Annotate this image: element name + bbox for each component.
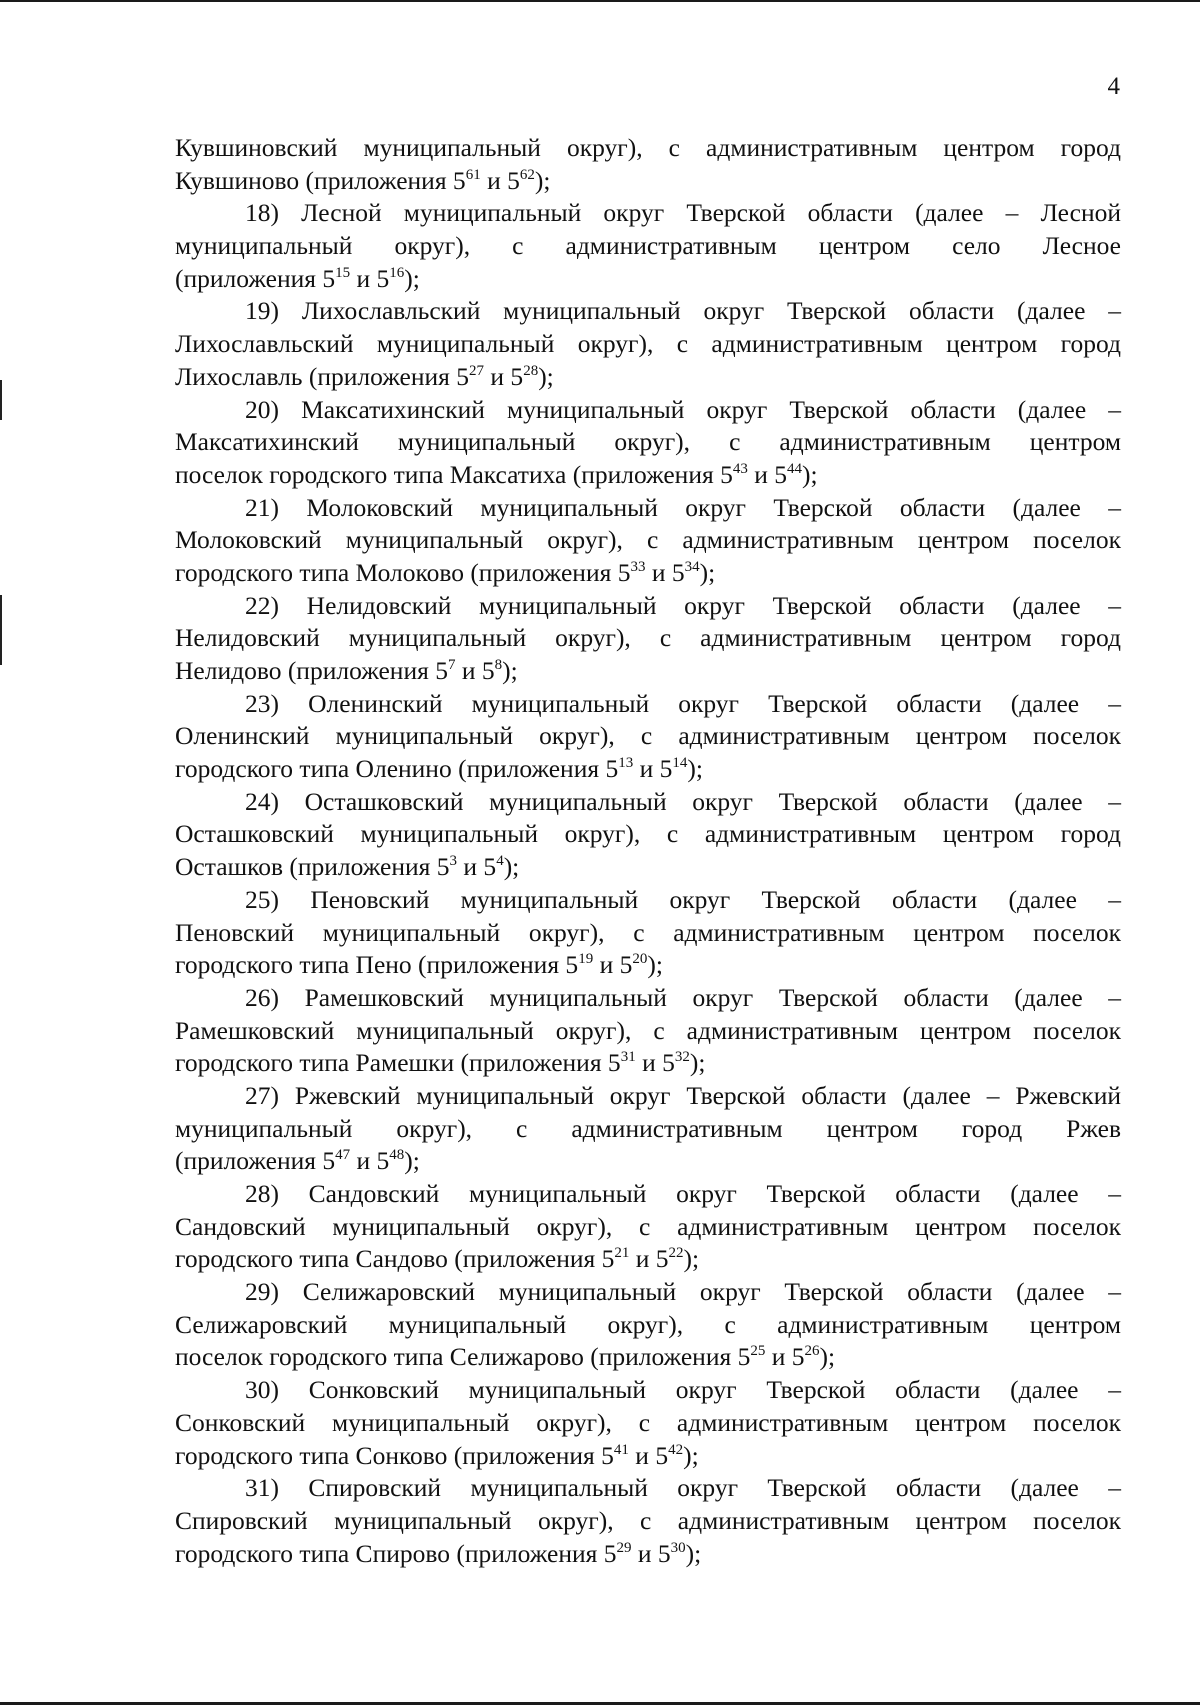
text-line: 27) Ржевский муниципальный округ Тверской области (далее – Ржевский xyxy=(245,1080,1121,1110)
text-line: городского типа Оленино (приложения $5^{13}$ и $5^{14}$); xyxy=(175,754,703,784)
text-line: Нелидово (приложения $5^7$ и $5^8$); xyxy=(175,656,518,685)
text-line: городского типа Пено (приложения $5^{19}$ и $5^{20}$); xyxy=(175,950,663,980)
text-line: Лихославль (приложения $5^{27}$ и $5^{28}$); xyxy=(175,361,554,391)
page-number: 4 xyxy=(1107,73,1120,100)
text-line: Пеновский муниципальный округ), с административным центром поселок xyxy=(175,917,1121,947)
text-line: Нелидовский муниципальный округ), с административным центром город xyxy=(175,623,1121,653)
text-line: 22) Нелидовский муниципальный округ Тверской области (далее – xyxy=(245,590,1121,620)
text-line: Молоковский муниципальный округ), с административным центром поселок xyxy=(175,525,1121,555)
text-line: городского типа Молоково (приложения $5^{33}$ и $5^{34}$); xyxy=(175,557,716,587)
text-line: Максатихинский муниципальный округ), с административным центром xyxy=(175,427,1121,457)
text-line: Сонковский муниципальный округ), с административным центром поселок xyxy=(175,1407,1121,1437)
text-line: поселок городского типа Селижарово (приложения $5^{25}$ и $5^{26}$); xyxy=(175,1342,836,1372)
text-line: 29) Селижаровский муниципальный округ Тверской области (далее – xyxy=(245,1277,1121,1307)
document-body xyxy=(175,132,1121,1570)
text-line: Рамешковский муниципальный округ), с административным центром поселок xyxy=(175,1015,1121,1045)
text-line: муниципальный округ), с административным центром город Ржев xyxy=(175,1113,1121,1143)
text-line: Селижаровский муниципальный округ), с административным центром xyxy=(175,1309,1121,1339)
text-line: 31) Спировский муниципальный округ Тверской области (далее – xyxy=(245,1473,1121,1503)
text-line: Сандовский муниципальный округ), с административным центром поселок xyxy=(175,1211,1121,1241)
text-line: муниципальный округ), с административным центром село Лесное xyxy=(175,231,1121,261)
text-line: 19) Лихославльский муниципальный округ Тверской области (далее – xyxy=(245,296,1121,326)
text-line: городского типа Рамешки (приложения $5^{31}$ и $5^{32}$); xyxy=(175,1048,706,1078)
text-line: (приложения $5^{15}$ и $5^{16}$); xyxy=(175,263,420,293)
text-line: (приложения $5^{47}$ и $5^{48}$); xyxy=(175,1146,420,1176)
text-line: Кувшиново (приложения $5^{61}$ и $5^{62}$); xyxy=(175,165,551,195)
text-line: 20) Максатихинский муниципальный округ Тверской области (далее – xyxy=(245,394,1121,424)
text-line: 18) Лесной муниципальный округ Тверской области (далее – Лесной xyxy=(245,198,1121,228)
top-edge-line xyxy=(0,0,1200,2)
text-line: Спировский муниципальный округ), с административным центром поселок xyxy=(175,1505,1121,1535)
text-line: городского типа Спирово (приложения $5^{29}$ и $5^{30}$); xyxy=(175,1538,702,1568)
left-edge-mark xyxy=(0,380,2,420)
text-line: Кувшиновский муниципальный округ), с административным центром город xyxy=(175,133,1121,162)
text-line: городского типа Сандово (приложения $5^{21}$ и $5^{22}$); xyxy=(175,1244,700,1274)
text-line: городского типа Сонково (приложения $5^{41}$ и $5^{42}$); xyxy=(175,1440,699,1470)
text-line: Лихославльский муниципальный округ), с административным центром город xyxy=(175,329,1121,359)
text-line: Осташковский муниципальный округ), с административным центром город xyxy=(175,819,1121,849)
text-line: Оленинский муниципальный округ), с административным центром поселок xyxy=(175,721,1121,751)
text-line: поселок городского типа Максатиха (приложения $5^{43}$ и $5^{44}$); xyxy=(175,459,818,489)
text-line: 30) Сонковский муниципальный округ Тверской области (далее – xyxy=(245,1375,1121,1405)
text-line: 24) Осташковский муниципальный округ Тверской области (далее – xyxy=(245,786,1121,816)
text-line: 26) Рамешковский муниципальный округ Тверской области (далее – xyxy=(245,982,1121,1012)
text-line: 28) Сандовский муниципальный округ Тверской области (далее – xyxy=(245,1179,1121,1208)
text-line: 23) Оленинский муниципальный округ Тверской области (далее – xyxy=(245,688,1121,718)
text-line: Осташков (приложения $5^3$ и $5^4$); xyxy=(175,852,520,882)
text-line: 25) Пеновский муниципальный округ Тверской области (далее – xyxy=(245,884,1121,914)
text-line: 21) Молоковский муниципальный округ Тверской области (далее – xyxy=(245,492,1121,522)
left-edge-mark xyxy=(0,595,2,665)
